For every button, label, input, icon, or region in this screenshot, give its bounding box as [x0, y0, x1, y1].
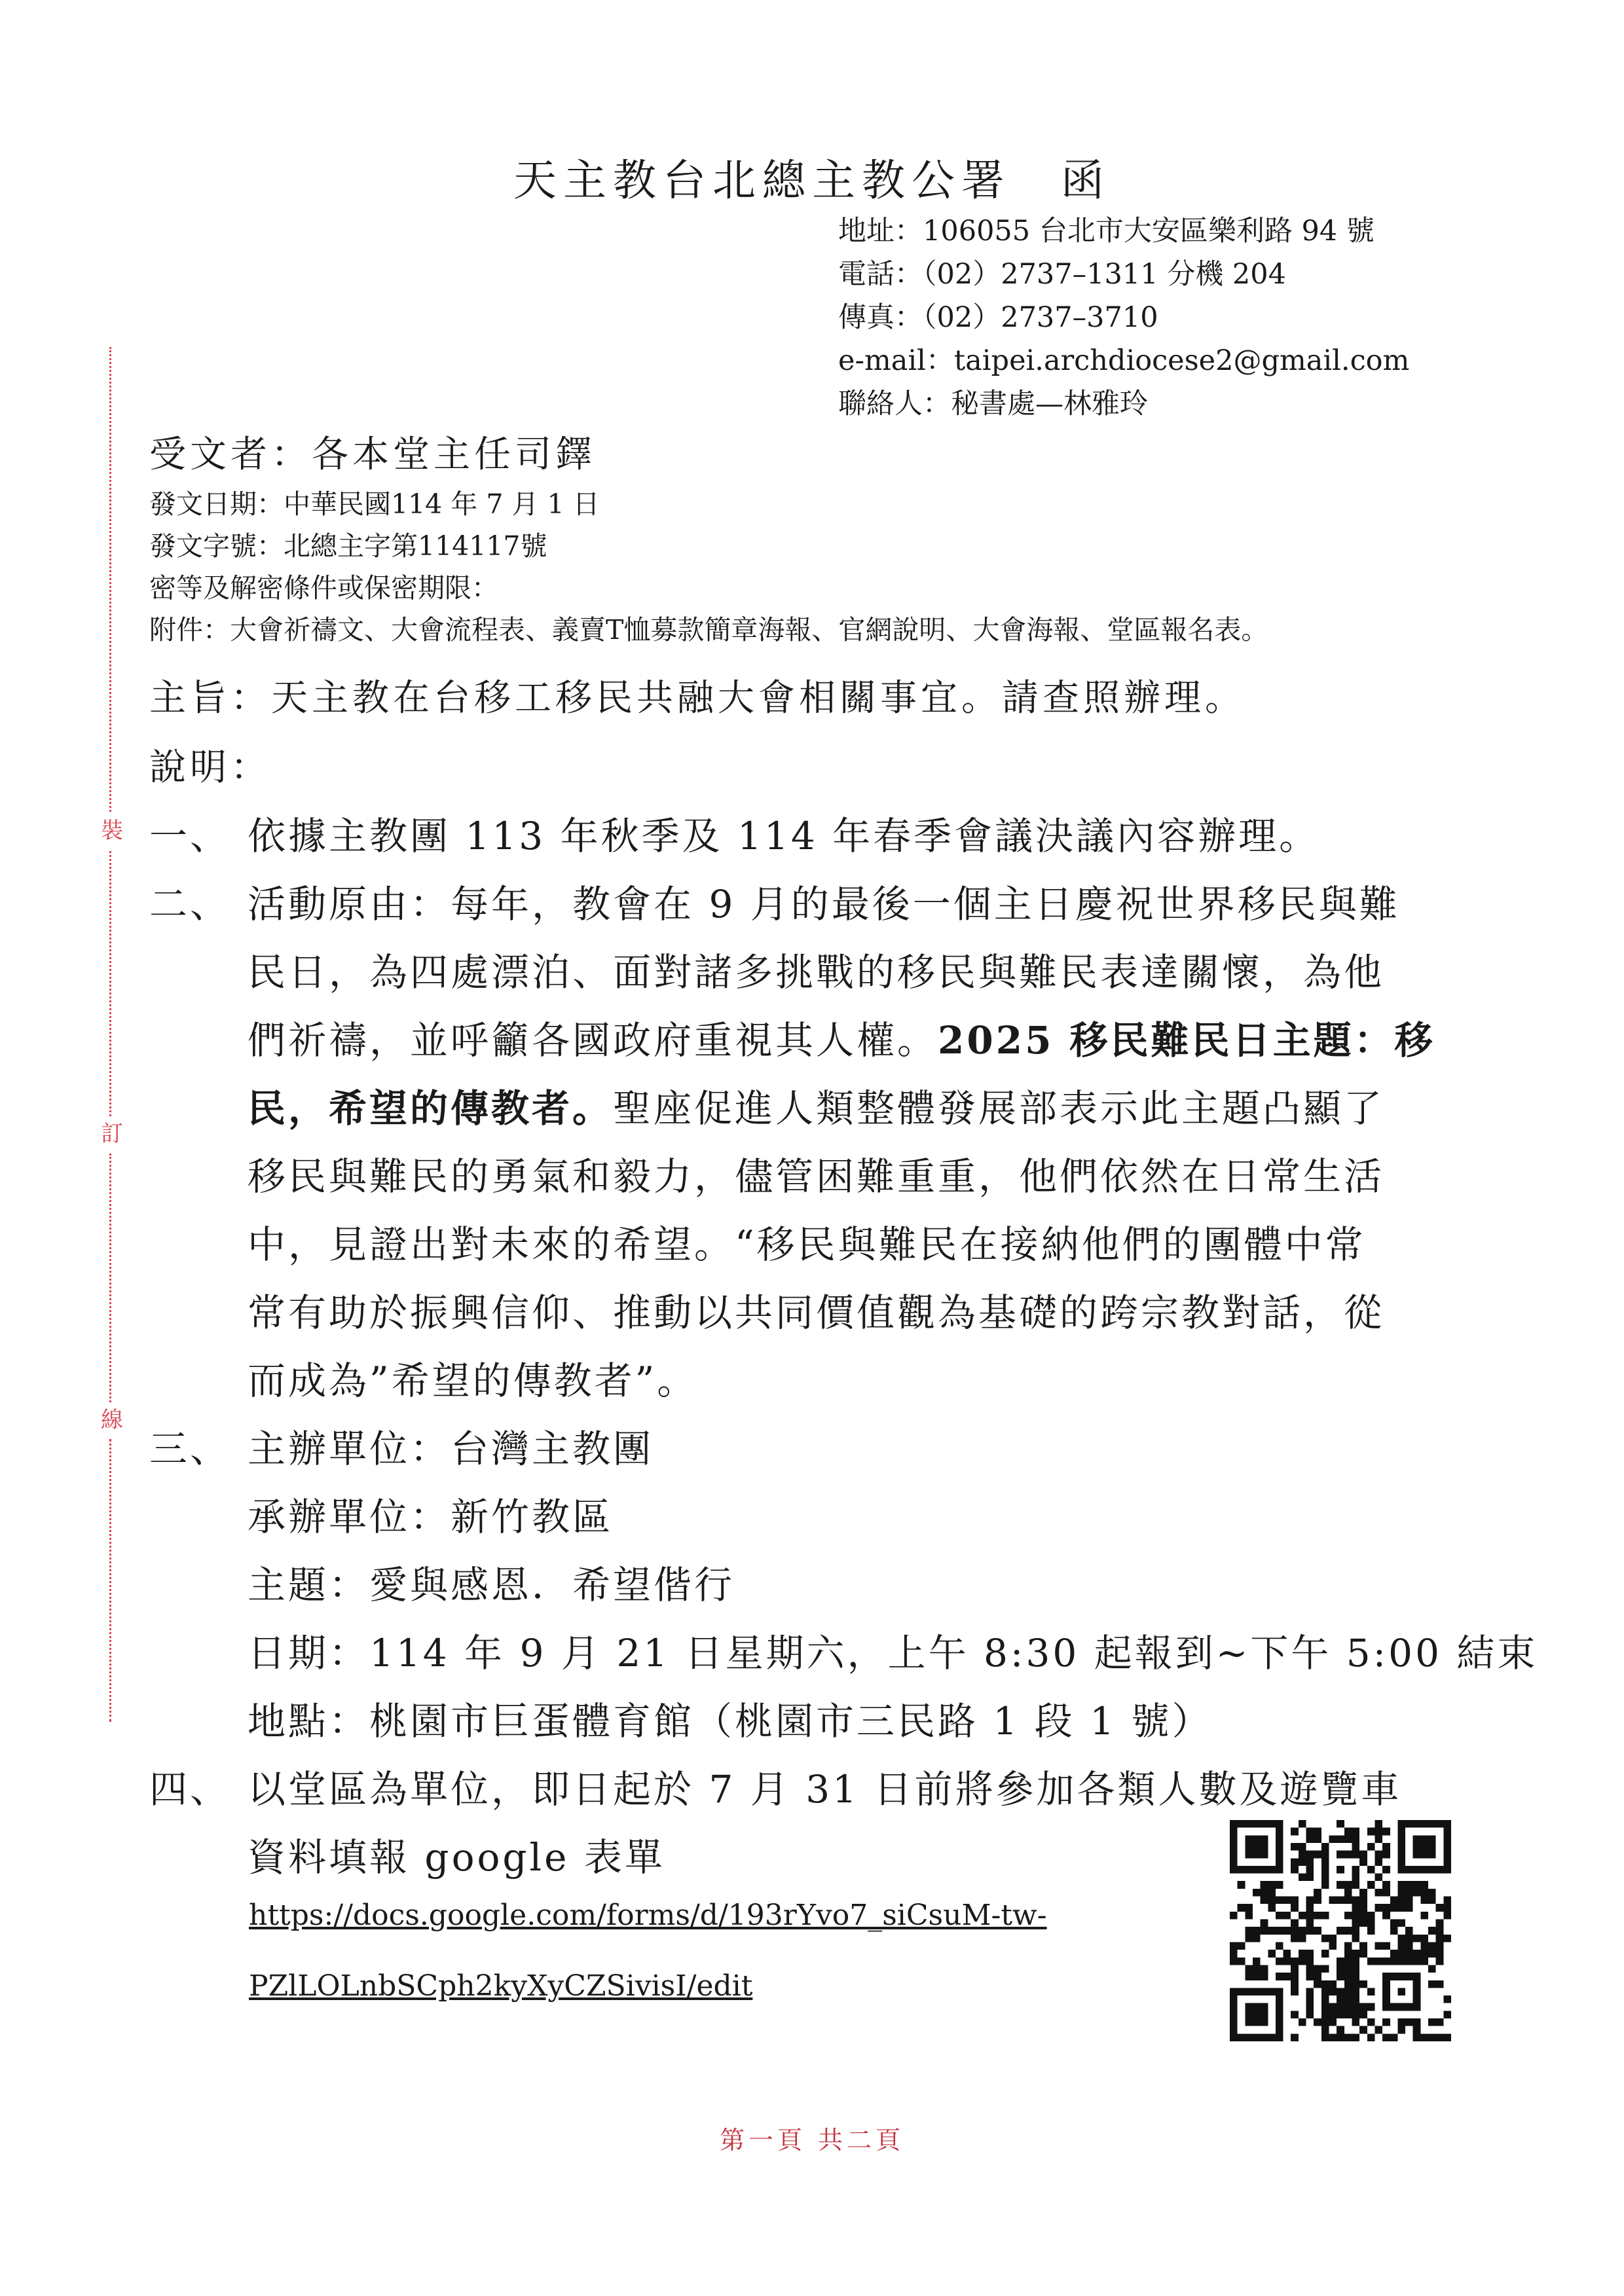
binding-margin — [101, 347, 123, 1918]
theme-highlight: 民，希望的傳教者。 — [248, 1086, 614, 1131]
page-number: 第一頁 共二頁 — [719, 2126, 905, 2155]
item-text — [248, 1006, 1505, 1074]
binding-dotted-line — [109, 851, 111, 1116]
item-number: 三、 — [149, 1427, 231, 1471]
item-text: 而成為”希望的傳教者”。 — [248, 1358, 698, 1403]
phone-line: 電話：（02）2737–1311 分機 204 — [838, 258, 1286, 291]
contact-block — [838, 210, 1409, 426]
email-line: e-mail：taipei.archdiocese2@gmail.com — [838, 344, 1410, 377]
item-number: 一、 — [149, 814, 231, 858]
item-number: 二、 — [149, 882, 231, 926]
explanation-body — [149, 802, 1538, 1891]
theme-highlight: 2025 移民難民日主題：移 — [938, 1018, 1435, 1063]
venue-line: 地點：桃園市巨蛋體育館（桃園市三民路 1 段 1 號） — [248, 1699, 1213, 1743]
theme-line: 主題：愛與感恩．希望偕行 — [248, 1563, 735, 1607]
item-text — [248, 1074, 1505, 1142]
binding-mark-ding: 訂 — [101, 1121, 123, 1147]
item-text: 活動原由：每年，教會在 9 月的最後一個主日慶祝世界移民與難 — [248, 882, 1400, 926]
subject-line: 主旨：天主教在台移工移民共融大會相關事宜。請查照辦理。 — [149, 677, 1246, 720]
event-date-line: 日期：114 年 9 月 21 日星期六，上午 8:30 起報到~下午 5:00 結束 — [248, 1631, 1538, 1675]
item-text: 民日，為四處漂泊、面對諸多挑戰的移民與難民表達關懷，為他 — [248, 950, 1385, 994]
item-text-part: 聖座促進人類整體發展部表示此主題凸顯了 — [613, 1086, 1385, 1131]
explanation-label: 說明： — [149, 746, 271, 789]
document-title: 天主教台北總主教公署 函 — [513, 155, 1111, 206]
organizer-line: 主辦單位：台灣主教團 — [248, 1427, 654, 1471]
item-text: 中，見證出對未來的希望。“移民與難民在接納他們的團體中常 — [248, 1222, 1366, 1267]
reference-number: 發文字號：北總主字第114117號 — [149, 530, 547, 562]
item-number: 四、 — [149, 1767, 231, 1812]
issue-date: 發文日期：中華民國114 年 7 月 1 日 — [149, 488, 600, 520]
item-text: 移民與難民的勇氣和毅力，儘管困難重重，他們依然在日常生活 — [248, 1154, 1385, 1199]
item-text: 常有助於振興信仰、推動以共同價值觀為基礎的跨宗教對話，從 — [248, 1290, 1385, 1335]
form-link-line-2[interactable]: PZlLOLnbSCph2kyXyCZSivisI/edit — [249, 1969, 753, 2003]
contact-person-line: 聯絡人：秘書處—林雅玲 — [838, 388, 1148, 420]
item-one — [149, 802, 1505, 870]
item-two — [149, 870, 1505, 1415]
host-line: 承辦單位：新竹教區 — [248, 1495, 614, 1539]
binding-mark-xian: 線 — [101, 1407, 123, 1433]
binding-mark-zhuang: 裝 — [101, 818, 123, 844]
item-text: 依據主教團 113 年秋季及 114 年春季會議決議內容辦理。 — [248, 814, 1320, 858]
qr-code-icon — [1230, 1820, 1451, 2041]
item-text: 資料填報 google 表單 — [248, 1835, 665, 1880]
form-link-line-1[interactable]: https://docs.google.com/forms/d/193rYvo7_siCsuM-tw- — [249, 1899, 1047, 1932]
binding-dotted-line — [109, 347, 111, 812]
recipient: 受文者：各本堂主任司鐸 — [149, 433, 596, 476]
item-text-part: 們祈禱，並呼籲各國政府重視其人權。 — [248, 1018, 938, 1063]
secrecy-line: 密等及解密條件或保密期限： — [149, 572, 498, 604]
attachments-line: 附件：大會祈禱文、大會流程表、義賣T恤募款簡章海報、官網說明、大會海報、堂區報名表。 — [149, 614, 1268, 646]
fax-line: 傳真：（02）2737–3710 — [838, 301, 1158, 334]
meta-block — [149, 483, 1268, 651]
binding-dotted-line — [109, 1154, 111, 1402]
address-line: 地址：106055 台北市大安區樂利路 94 號 — [838, 215, 1375, 247]
item-text: 以堂區為單位，即日起於 7 月 31 日前將參加各類人數及遊覽車 — [248, 1767, 1402, 1812]
item-three — [149, 1415, 1538, 1755]
binding-dotted-line — [109, 1439, 111, 1722]
